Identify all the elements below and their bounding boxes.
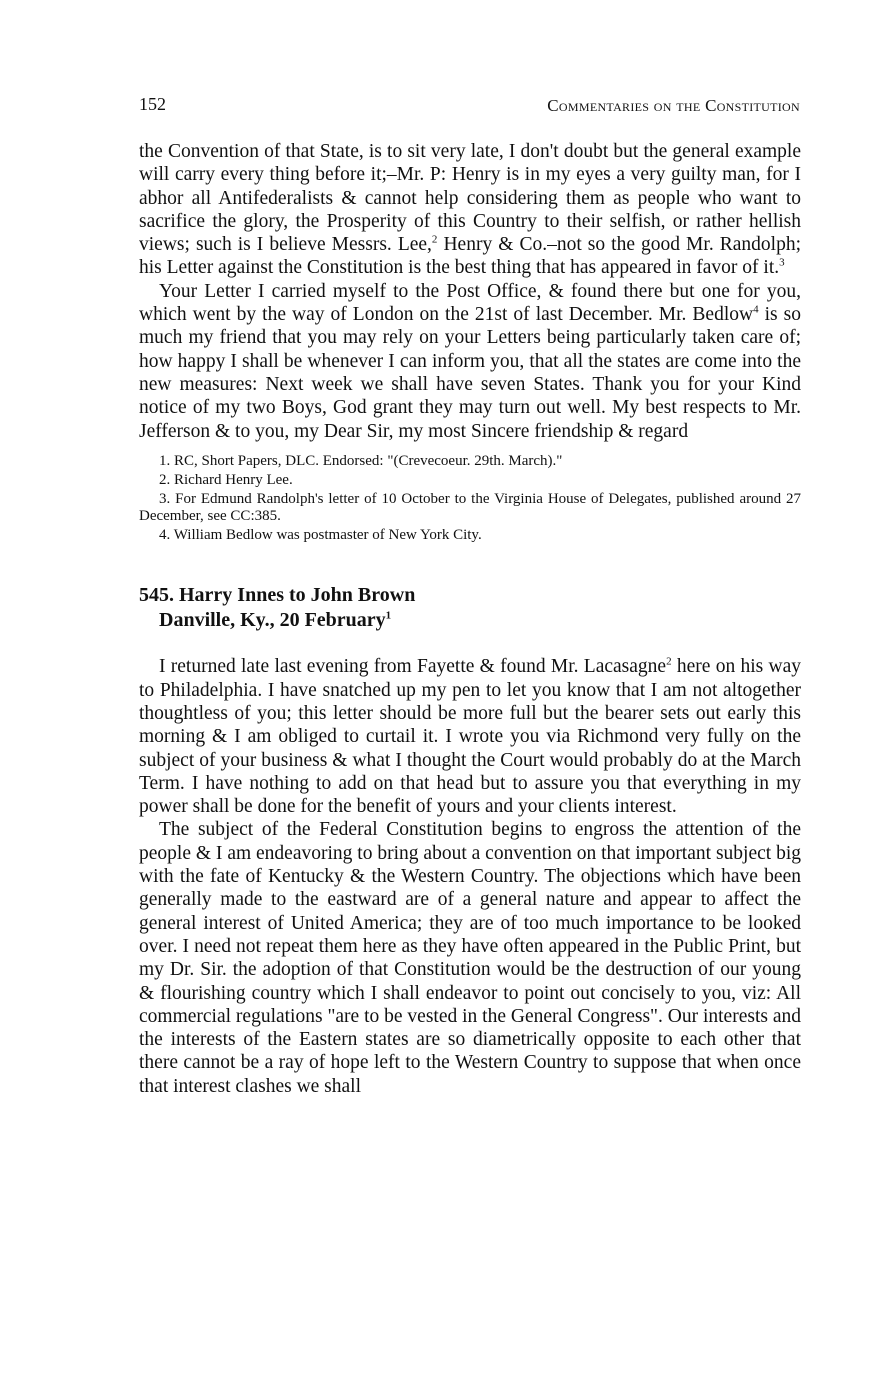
running-head xyxy=(139,94,800,116)
footnote-ref-2: 2 xyxy=(431,233,438,246)
footnote-2: 2. Richard Henry Lee. xyxy=(159,472,293,489)
footnote-ref-3: 3 xyxy=(779,256,785,269)
document-title: 545. Harry Innes to John Brown xyxy=(139,584,416,607)
text-run: the Convention of that State, is to sit very late, I don't doubt but the general example will carry every thing before it;–Mr. P: Henry is in my eyes a very guilty man, for I abhor all Antifederalists & cannot help considering them as people who want to sacrifice the glory, the Prosperity of this Country to their selfish, or rather hellish views; such is I believe Messrs. Lee, xyxy=(139,141,801,256)
document-body xyxy=(139,655,801,1098)
footnote-ref-2b: 2 xyxy=(666,655,672,668)
dateline-text: Danville, Ky., 20 February xyxy=(159,609,386,632)
running-title: Commentaries on the Constitution xyxy=(547,96,800,115)
letter-paragraph-1 xyxy=(139,140,801,280)
document-heading xyxy=(139,583,801,633)
text-run: Your Letter I carried myself to the Post Office, & found there but one for you, which went by the way of London on the 21st of last December. Mr. Bedlow xyxy=(139,280,801,326)
footnote-4: 4. William Bedlow was postmaster of New York City. xyxy=(159,527,482,544)
footnote-1: 1. RC, Short Papers, DLC. Endorsed: "(Crevecoeur. 29th. March)." xyxy=(159,452,563,469)
letter-paragraph-2 xyxy=(139,280,801,443)
text-run: Henry & Co.–not so the good Mr. Randolph; his Letter against the Constitution is the best thing that has appeared in favor of it. xyxy=(139,234,801,279)
document-paragraph-2: The subject of the Federal Constitution begins to engross the attention of the people & I am endeavoring to bring about a convention on that important subject big with the fate of Kentucky & the Western Country. The objections which have been generally made to the eastward are of a general nature and appear to affect the general interest of United America; they are of too much importance to be looked over. I need not repeat them here as they have often appeared in the Public Print, but my Dr. Sir. the adoption of that Constitution would be the destruction of our young & flourishing country which I shall endeavor to point out concisely to you, viz: All commercial regulations "are to be vested in the General Congress". Our interests and the interests of the Eastern states are so diametrically opposite to each other that there cannot be a ray of hope left to the Western Country to suppose that when once that interest clashes we shall xyxy=(139,819,801,1097)
footnote-ref-4: 4 xyxy=(753,303,759,316)
text-run: here on his way to Philadelphia. I have snatched up my pen to let you know that I am not altogether thoughtless of you; this letter should be more full but the bearer sets out early this morning & I am obliged to curtail it. I wrote you via Richmond very fully on the subject of your business & what I thought the Court would probably do at the March Term. I have nothing to add on that head but to assure you that everything in my power shall be done for the benefit of yours and your clients interest. xyxy=(139,656,801,818)
page-number: 152 xyxy=(139,94,166,114)
document-dateline xyxy=(139,608,801,633)
text-run: I returned late last evening from Fayette & found Mr. Lacasagne xyxy=(159,656,667,678)
text-run: is so much my friend that you may rely on your Letters being particularly taken care of; how happy I shall be whenever I can inform you, that all the states are come into the new measures: Next week we shall have seven States. Thank you for your Kind notice of my two Boys, God grant they may turn out well. My best respects to Mr. Jefferson & to you, my Dear Sir, my most Sincere friendship & regard xyxy=(139,304,801,442)
footnote-3: 3. For Edmund Randolph's letter of 10 October to the Virginia House of Delegates, published around 27 December, see CC:385. xyxy=(139,491,801,524)
footnotes xyxy=(139,453,801,543)
body-text xyxy=(139,140,801,1098)
footnote-ref-1: 1 xyxy=(385,609,392,622)
document-paragraph-1 xyxy=(139,655,801,818)
